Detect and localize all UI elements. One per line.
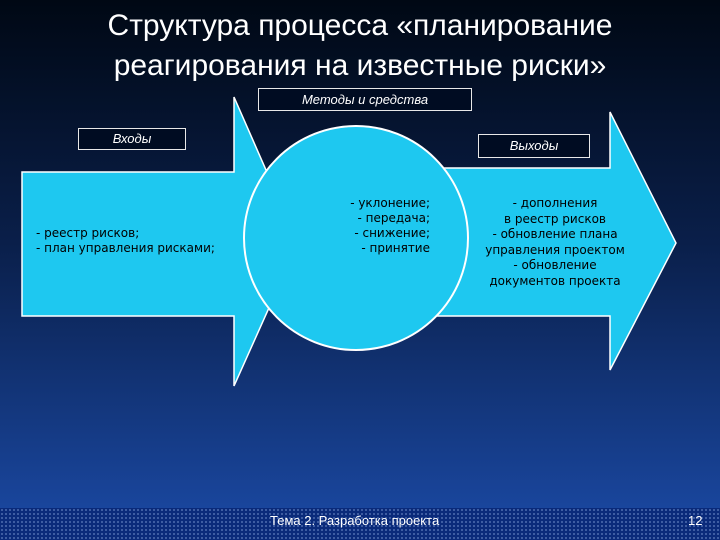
page-number: 12 <box>688 513 703 528</box>
footer-bar <box>0 508 720 540</box>
inputs-label: Входы <box>78 128 186 150</box>
outputs-text: - дополнения в реестр рисков - обновление плана управления проектом - обновление документов проекта <box>485 196 625 288</box>
slide-title-line2: реагирования на известные риски» <box>113 49 607 82</box>
inputs-text: - реестр рисков; - план управления рисками; <box>36 226 215 255</box>
outputs-label: Выходы <box>478 134 590 158</box>
methods-text: - уклонение; - передача; - снижение; - принятие <box>350 196 430 255</box>
slide-title-line1: Структура процесса «планирование <box>107 9 613 42</box>
footer-topic: Тема 2. Разработка проекта <box>270 513 440 528</box>
methods-label: Методы и средства <box>258 88 472 111</box>
